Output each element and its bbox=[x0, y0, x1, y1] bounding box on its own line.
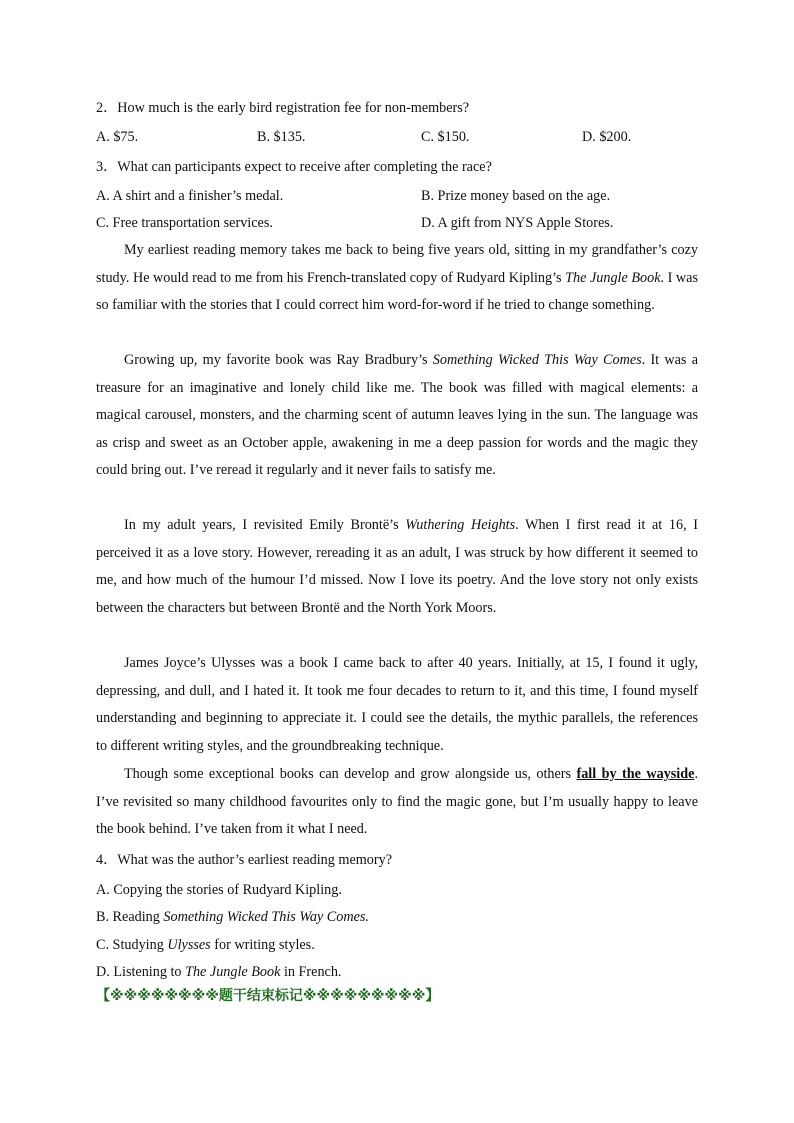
p2-text-a: Growing up, my favorite book was Ray Bradbury’s bbox=[124, 352, 433, 368]
p2-text-b: . It was a treasure for an imaginative and lonely child like me. The book was filled with magical elements: a magical carousel, monsters, and the charming scent of autumn leaves lying in the sun. The language was as crisp and sweet as an October apple, awakening in me a deep passion for words and the magic they could bring out. I’ve reread it regularly and it never fails to satisfy me. bbox=[96, 352, 698, 479]
p5-text-b: . I’ve revisited so many childhood favourites only to find the magic gone, but I’m usually happy to leave the book behind. I’ve taken from it what I need. bbox=[96, 766, 698, 838]
q3-option-a[interactable]: A. A shirt and a finisher’s medal. bbox=[96, 188, 284, 204]
q2-option-c[interactable]: C. $150. bbox=[421, 129, 470, 145]
stem-end-marker: 【※※※※※※※※题干结束标记※※※※※※※※※】 bbox=[96, 988, 440, 1004]
q2-option-d[interactable]: D. $200. bbox=[582, 129, 632, 145]
q4-b-prefix: B. Reading bbox=[96, 909, 164, 925]
p1-text-b: . I was so familiar with the stories that I could correct him word-for-word if he tried to change something. bbox=[96, 269, 699, 314]
q2-option-a[interactable]: A. $75. bbox=[96, 129, 139, 145]
passage-paragraph-5 bbox=[96, 761, 698, 844]
q4-c-prefix: C. Studying bbox=[96, 937, 168, 953]
q4-d-prefix: D. Listening to bbox=[96, 964, 186, 980]
q4-option-b[interactable] bbox=[96, 908, 369, 926]
q3-option-b[interactable]: B. Prize money based on the age. bbox=[421, 188, 611, 204]
q4-option-c[interactable] bbox=[96, 936, 315, 954]
p1-book-title: The Jungle Book bbox=[565, 269, 661, 286]
question-2-options bbox=[96, 129, 698, 147]
q4-d-title: The Jungle Book bbox=[185, 964, 281, 980]
passage-paragraph-4: James Joyce’s Ulysses was a book I came back to after 40 years. Initially, at 15, I found it ugly, depressing, and dull, and I hated it. It took me four decades to return to it, and this time, I found myself understanding and beginning to appreciate it. I could see the details, the mythic parallels, the references to different writing styles, and the groundbreaking technique. bbox=[96, 655, 698, 754]
q4-c-title: Ulysses bbox=[167, 937, 211, 953]
question-4-stem: 4．What was the author’s earliest reading memory? bbox=[96, 852, 392, 868]
p2-book-title: Something Wicked This Way Comes bbox=[432, 352, 642, 368]
question-3-options-row2 bbox=[96, 215, 698, 233]
q4-b-title: Something Wicked This Way Comes. bbox=[163, 909, 369, 925]
p3-text-b: . When I first read it at 16, I perceived it as a love story. However, rereading it as an adult, I was struck by how different it seemed to me, and how much of the humour I’d missed. Now I love its poetry. And the love story not only exists between the characters but between Brontë and the North York Moors. bbox=[96, 517, 698, 616]
q4-option-a[interactable]: A. Copying the stories of Rudyard Kipling. bbox=[96, 882, 342, 898]
q2-option-b[interactable]: B. $135. bbox=[257, 129, 306, 145]
passage-paragraph-3 bbox=[96, 512, 698, 622]
q4-d-suffix: in French. bbox=[280, 964, 342, 980]
question-2-stem: 2．How much is the early bird registration fee for non-members? bbox=[96, 100, 470, 116]
q3-option-d[interactable]: D. A gift from NYS Apple Stores. bbox=[421, 215, 614, 231]
q4-c-suffix: for writing styles. bbox=[210, 937, 315, 953]
passage-paragraph-1 bbox=[96, 237, 698, 320]
question-3-stem: 3．What can participants expect to receive after completing the race? bbox=[96, 159, 492, 175]
question-3-options-row1 bbox=[96, 188, 698, 206]
p5-highlighted-phrase: fall by the wayside bbox=[576, 766, 695, 782]
p1-text-a: My earliest reading memory takes me back to being five years old, sitting in my grandfather’s cozy study. He would read to me from his French-translated copy of Rudyard Kipling’s bbox=[96, 242, 698, 286]
p3-text-a: In my adult years, I revisited Emily Brontë’s bbox=[124, 517, 406, 533]
p5-text-a: Though some exceptional books can develop and grow alongside us, others bbox=[124, 766, 577, 782]
q4-option-d[interactable] bbox=[96, 963, 341, 981]
q3-option-c[interactable]: C. Free transportation services. bbox=[96, 215, 273, 231]
passage-paragraph-2 bbox=[96, 347, 698, 485]
p3-book-title: Wuthering Heights bbox=[405, 517, 516, 533]
